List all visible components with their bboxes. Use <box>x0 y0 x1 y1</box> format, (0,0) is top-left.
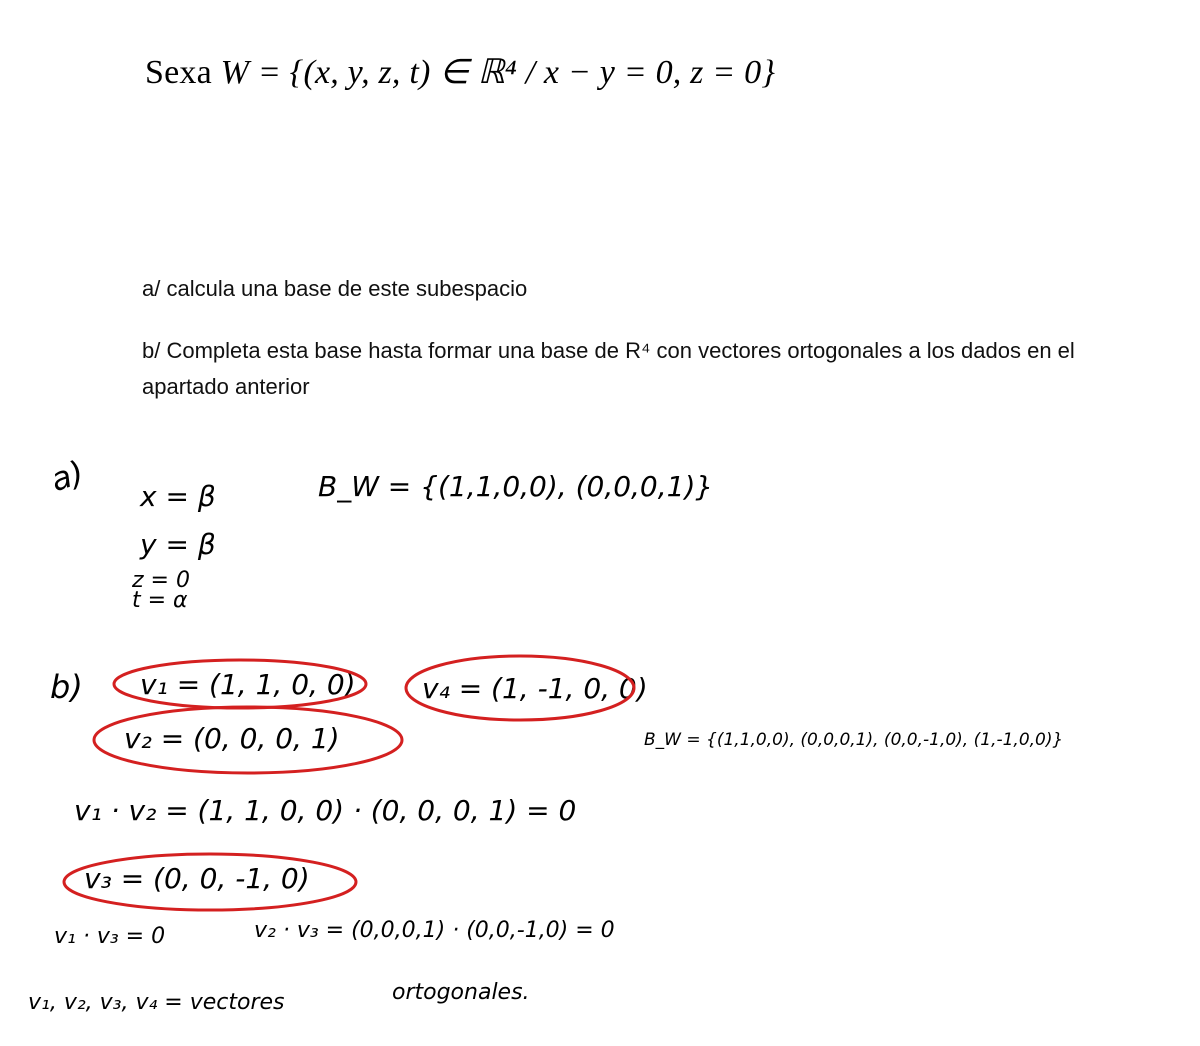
dot-product-v1-v3: v₁ · v₃ = 0 <box>54 924 166 949</box>
question-b-line2: apartado anterior <box>142 374 310 399</box>
dot-product-v2-v3: v₂ · v₃ = (0,0,0,1) · (0,0,-1,0) = 0 <box>254 918 615 943</box>
circle-v4 <box>406 656 634 720</box>
circle-v3 <box>64 854 356 910</box>
part-a-label: a) <box>46 453 89 500</box>
conclusion-vectors: v₁, v₂, v₃, v₄ = vectores <box>28 990 285 1015</box>
circle-v2 <box>94 707 402 773</box>
part-b-label: b) <box>50 668 83 706</box>
vector-v1: v₁ = (1, 1, 0, 0) <box>140 668 356 701</box>
basis-part-b: B_W = {(1,1,0,0), (0,0,0,1), (0,0,-1,0), (1,-1,0,0)} <box>644 730 1064 750</box>
x-equation: x = β <box>140 480 216 513</box>
dot-product-v1-v2: v₁ · v₂ = (1, 1, 0, 0) · (0, 0, 0, 1) = 0 <box>74 794 577 827</box>
formula-prefix: Sexa <box>145 54 212 91</box>
formula-body: W = {(x, y, z, t) ∈ ℝ⁴ / x − y = 0, z = 0} <box>220 54 776 91</box>
conclusion-ortogonales: ortogonales. <box>392 980 530 1005</box>
vector-v3: v₃ = (0, 0, -1, 0) <box>84 862 310 895</box>
question-a: a/ calcula una base de este subespacio <box>142 276 528 301</box>
question-b-line1: b/ Completa esta base hasta formar una base de R⁴ con vectores ortogonales a los dados en el <box>142 338 1075 363</box>
vector-v4: v₄ = (1, -1, 0, 0) <box>422 672 648 705</box>
y-equation: y = β <box>140 528 216 561</box>
vector-v2: v₂ = (0, 0, 0, 1) <box>124 722 340 755</box>
basis-part-a: B_W = {(1,1,0,0), (0,0,0,1)} <box>318 470 714 503</box>
circle-v1 <box>114 660 366 708</box>
z-equation: z = 0 <box>132 568 190 593</box>
t-equation: t = α <box>132 588 188 613</box>
